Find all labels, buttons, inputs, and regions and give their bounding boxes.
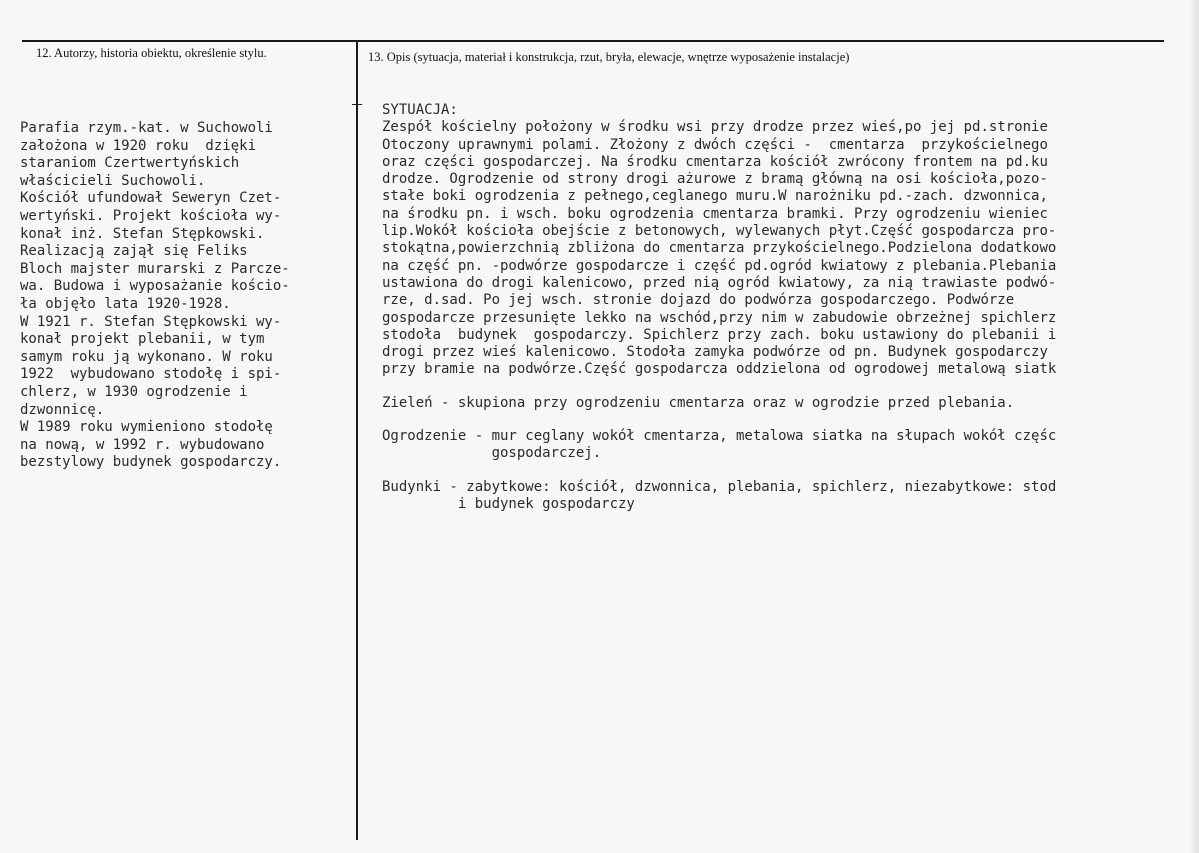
section-dash bbox=[352, 104, 362, 105]
situation-line: przy bramie na podwórze.Część gospodarcza oddzielona od ogrodowej metalową siatk bbox=[382, 361, 1057, 378]
history-line: ła objęło lata 1920-1928. bbox=[20, 295, 231, 312]
buildings-line: Budynki - zabytkowe: kościół, dzwonnica, plebania, spichlerz, niezabytkowe: stod bbox=[382, 478, 1057, 495]
situation-line: SYTUACJA: bbox=[382, 102, 458, 118]
paragraph-gap bbox=[382, 412, 1190, 428]
history-line: konał projekt plebanii, w tym bbox=[20, 331, 265, 348]
history-line: Bloch majster murarski z Parcze- bbox=[20, 260, 290, 277]
history-line: staraniom Czertwertyńskich bbox=[20, 155, 240, 172]
history-line: chlerz, w 1930 ogrodzenie i bbox=[20, 383, 248, 400]
page-edge bbox=[1190, 0, 1199, 853]
history-line: dzwonnicę. bbox=[20, 401, 105, 418]
history-line: W 1989 roku wymieniono stodołę bbox=[20, 419, 273, 436]
history-line: konał inż. Stefan Stępkowski. bbox=[20, 225, 265, 242]
greenery-line: Zieleń - skupiona przy ogrodzeniu cmentarza oraz w ogrodzie przed plebania. bbox=[382, 394, 1015, 411]
situation-line: stodoła budynek gospodarczy. Spichlerz przy zach. boku ustawiony do plebanii i bbox=[382, 326, 1057, 343]
history-line: wertyński. Projekt kościoła wy- bbox=[20, 207, 282, 224]
history-text bbox=[20, 120, 350, 472]
situation-line: gospodarcze przesunięte lekko na wschód,przy nim w zabudowie obrzeżnej spichlerz bbox=[382, 309, 1057, 326]
history-line: Realizacją zajął się Feliks bbox=[20, 243, 248, 260]
history-line: Parafia rzym.-kat. w Suchowoli bbox=[20, 120, 273, 136]
history-line: 1922 wybudowano stodołę i spi- bbox=[20, 366, 282, 383]
situation-line: ustawiona do drogi kalenicowo, przed nią ogród kwiatowy, za nią trawiaste podwó- bbox=[382, 274, 1057, 291]
top-rule bbox=[22, 40, 1164, 42]
history-line: W 1921 r. Stefan Stępkowski wy- bbox=[20, 313, 282, 330]
history-line: właścicieli Suchowoli. bbox=[20, 172, 206, 189]
buildings-line: i budynek gospodarczy bbox=[382, 495, 635, 512]
history-line: założona w 1920 roku dzięki bbox=[20, 137, 257, 154]
fence-line: Ogrodzenie - mur ceglany wokół cmentarza, metalowa siatka na słupach wokół częśc bbox=[382, 428, 1057, 445]
history-line: Kościół ufundował Seweryn Czet- bbox=[20, 190, 282, 207]
history-line: wa. Budowa i wyposażanie kościo- bbox=[20, 278, 290, 295]
situation-line: oraz części gospodarczej. Na środku cmentarza kościół zwrócony frontem na pd.ku bbox=[382, 153, 1048, 170]
situation-line: Otoczony uprawnymi polami. Złożony z dwóch części - cmentarza przykościelnego bbox=[382, 136, 1048, 153]
history-line: samym roku ją wykonano. W roku bbox=[20, 348, 273, 365]
history-line: na nową, w 1992 r. wybudowano bbox=[20, 436, 265, 453]
situation-line: rze, d.sad. Po jej wsch. stronie dojazd do podwórza gospodarczego. Podwórze bbox=[382, 292, 1015, 309]
column-divider bbox=[356, 40, 358, 840]
situation-line: stałe boki ogrodzenia z pełnego,ceglanego muru.W narożniku pd.-zach. dzwonnica, bbox=[382, 188, 1048, 205]
situation-line: Zespół kościelny położony w środku wsi przy drodze przez wieś,po jej pd.stronie bbox=[382, 119, 1048, 136]
heading-authors-history: 12. Autorzy, historia obiektu, określenie stylu. bbox=[36, 46, 267, 60]
situation-line: na środku pn. i wsch. boku ogrodzenia cmentarza bramki. Przy ogrodzeniu wieniec bbox=[382, 205, 1048, 222]
paragraph-gap bbox=[382, 463, 1190, 479]
situation-line: lip.Wokół kościoła obejście z betonowych, wylewanych płyt.Część gospodarcza pro- bbox=[382, 223, 1057, 240]
paragraph-gap bbox=[382, 379, 1190, 395]
situation-line: drogi przez wieś kalenicowo. Stodoła zamyka podwórze od pn. Budynek gospodarczy bbox=[382, 344, 1048, 361]
fence-line: gospodarczej. bbox=[382, 445, 602, 462]
heading-description: 13. Opis (sytuacja, materiał i konstrukcja, rzut, bryła, elewacje, wnętrze wyposażenie instalacje) bbox=[368, 50, 850, 64]
description-text bbox=[382, 102, 1190, 513]
history-line: bezstylowy budynek gospodarczy. bbox=[20, 454, 282, 471]
situation-line: na część pn. -podwórze gospodarcze i część pd.ogród kwiatowy z plebania.Plebania bbox=[382, 257, 1057, 274]
situation-line: stokątna,powierzchnią zbliżona do cmentarza przykościelnego.Podzielona dodatkowo bbox=[382, 240, 1057, 257]
situation-line: drodze. Ogrodzenie od strony drogi ażurowe z bramą główną na osi kościoła,pozo- bbox=[382, 171, 1048, 188]
